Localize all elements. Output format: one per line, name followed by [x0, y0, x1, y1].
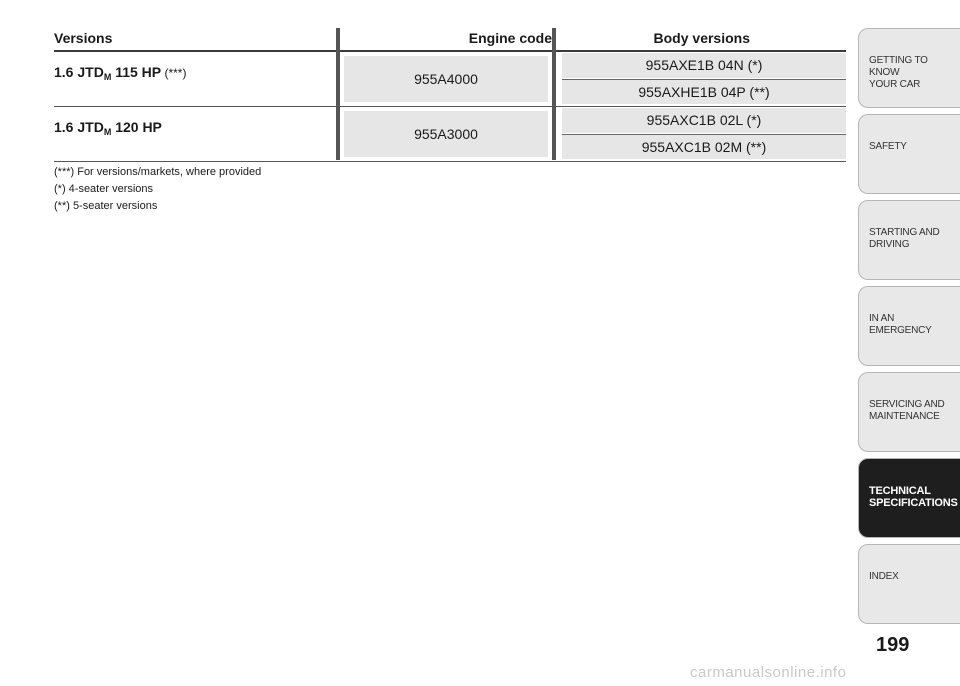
watermark: carmanualsonline.info	[690, 664, 847, 681]
tab-label: TECHNICAL	[869, 485, 931, 497]
tab-label: DRIVING	[869, 239, 910, 250]
body-version-cell: 955AXC1B 02M (**)	[562, 134, 846, 159]
body-version-cell: 955AXHE1B 04P (**)	[562, 79, 846, 104]
version-power: 115 HP	[111, 64, 162, 80]
footnote: (**) 5-seater versions	[54, 200, 158, 212]
header-versions: Versions	[54, 30, 113, 46]
tab-label: SAFETY	[869, 141, 907, 152]
version-subscript: M	[103, 72, 112, 82]
version-name: 1.6 JTD	[54, 64, 104, 80]
tab-servicing-and-maintenance[interactable]	[858, 372, 960, 452]
tab-starting-and-driving[interactable]	[858, 200, 960, 280]
tab-label: GETTING TO KNOW	[869, 55, 928, 78]
header-body-versions: Body versions	[653, 30, 750, 46]
tab-label: SERVICING AND	[869, 399, 945, 410]
footnote: (***) For versions/markets, where provided	[54, 166, 262, 178]
tab-index[interactable]	[858, 544, 960, 624]
tab-in-an-emergency[interactable]	[858, 286, 960, 366]
tab-label: INDEX	[869, 571, 899, 582]
tab-technical-specifications[interactable]	[858, 458, 960, 538]
table-header-row	[54, 28, 846, 52]
column-separator	[336, 28, 340, 160]
body-version-cell: 955AXE1B 04N (*)	[562, 53, 846, 78]
tab-label: YOUR CAR	[869, 79, 921, 90]
footnote: (*) 4-seater versions	[54, 183, 154, 195]
versions-table	[54, 28, 846, 162]
engine-code-cell: 955A4000	[344, 56, 548, 102]
column-separator	[552, 28, 556, 160]
section-tabs	[858, 28, 960, 630]
body-version-cell: 955AXC1B 02L (*)	[562, 108, 846, 133]
table-row	[54, 107, 846, 162]
page-number: 199	[876, 634, 910, 656]
tab-label: SPECIFICATIONS	[869, 497, 958, 509]
version-name: 1.6 JTD	[54, 119, 104, 135]
version-note: (***)	[161, 66, 187, 80]
tab-getting-to-know-your-car[interactable]	[858, 28, 960, 108]
version-power: 120 HP	[111, 119, 162, 135]
table-row	[54, 52, 846, 107]
tab-safety[interactable]	[858, 114, 960, 194]
tab-label: STARTING AND	[869, 227, 940, 238]
footnotes	[54, 164, 261, 215]
version-cell	[54, 119, 162, 137]
engine-code-cell: 955A3000	[344, 111, 548, 157]
tab-label: MAINTENANCE	[869, 411, 940, 422]
version-subscript: M	[103, 127, 112, 137]
tab-label: IN AN EMERGENCY	[869, 313, 932, 336]
version-cell	[54, 64, 186, 82]
header-engine-code: Engine code	[468, 30, 552, 46]
